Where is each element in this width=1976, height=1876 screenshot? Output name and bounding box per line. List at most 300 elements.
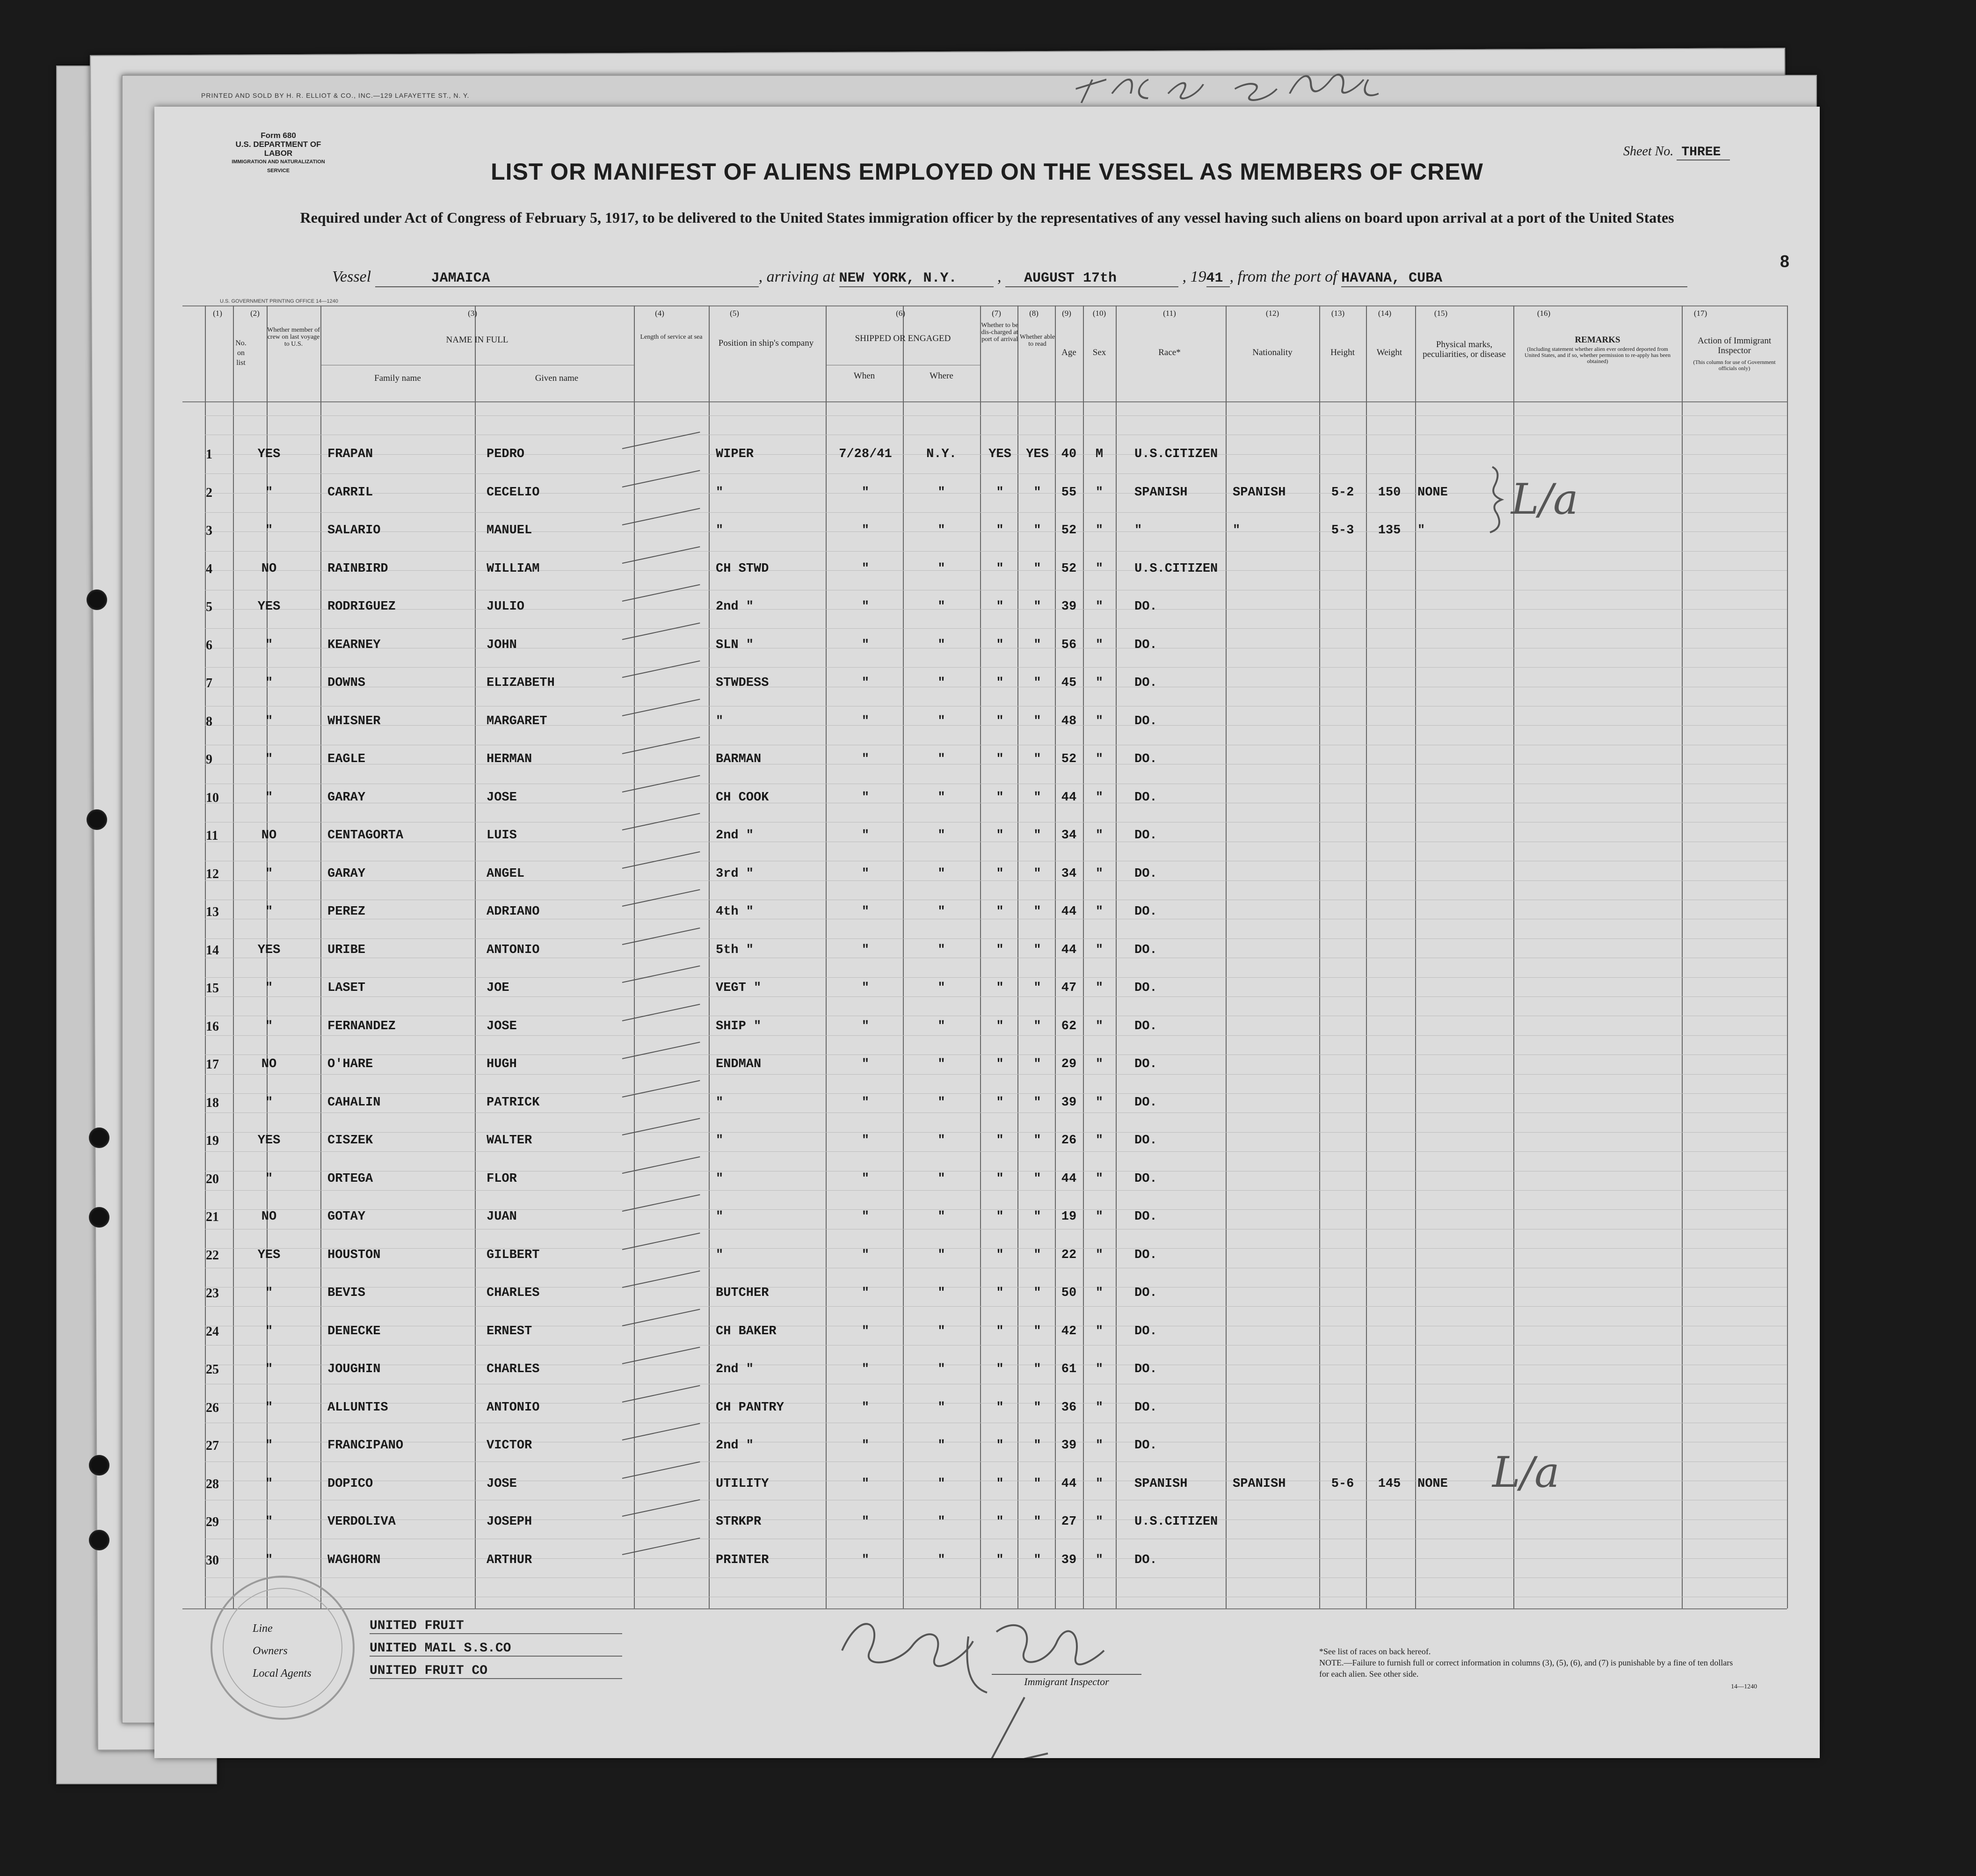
table-row	[154, 1511, 1820, 1539]
cell-no: 8	[206, 714, 212, 729]
cell-family: DENECKE	[327, 1324, 381, 1338]
cell-given: JULIO	[487, 600, 525, 614]
cell-disch: "	[996, 1210, 1004, 1224]
cell-last: YES	[257, 447, 281, 461]
cell-pos: "	[716, 1210, 724, 1224]
col-num-10: (10)	[1092, 309, 1106, 318]
cell-race: SPANISH	[1134, 485, 1188, 500]
cell-pos: "	[716, 524, 724, 538]
cell-disch: "	[996, 638, 1004, 652]
cell-last: "	[265, 1362, 273, 1376]
cell-disch: "	[996, 676, 1004, 690]
cell-when: 7/28/41	[839, 447, 892, 461]
col-num-13: (13)	[1331, 309, 1345, 318]
cell-read: "	[1033, 752, 1041, 766]
cell-given: MANUEL	[487, 524, 532, 538]
cell-disch: "	[996, 1019, 1004, 1033]
table-row	[154, 1168, 1820, 1196]
cell-sex: "	[1095, 1248, 1104, 1262]
cell-read: "	[1033, 1515, 1041, 1529]
cell-last: "	[265, 485, 273, 500]
cell-pos: SHIP "	[716, 1019, 762, 1033]
cell-marks: NONE	[1417, 1476, 1448, 1491]
cell-race: DO.	[1134, 1439, 1157, 1453]
cell-pos: 4th "	[716, 905, 754, 919]
table-row	[154, 1016, 1820, 1044]
cell-when: "	[861, 752, 870, 766]
table-row	[154, 901, 1820, 929]
cell-age: 44	[1061, 905, 1077, 919]
table-row	[154, 787, 1820, 815]
cell-nat: SPANISH	[1233, 1476, 1286, 1491]
col-num-15: (15)	[1434, 309, 1448, 318]
cell-disch: "	[996, 1553, 1004, 1567]
cell-sex: "	[1095, 905, 1104, 919]
cell-last: "	[265, 866, 273, 881]
cell-disch: "	[996, 981, 1004, 995]
cell-given: JOHN	[487, 638, 517, 652]
cell-where: "	[937, 866, 945, 881]
cell-age: 50	[1061, 1286, 1077, 1300]
cell-no: 27	[206, 1439, 219, 1453]
cell-given: MARGARET	[487, 714, 547, 728]
cell-where: "	[937, 1019, 945, 1033]
cell-pos: ENDMAN	[716, 1057, 762, 1071]
col-header-height: Height	[1330, 348, 1355, 357]
cell-age: 34	[1061, 829, 1077, 843]
cell-when: "	[861, 1286, 870, 1300]
cell-disch: "	[996, 829, 1004, 843]
cell-disch: "	[996, 1095, 1004, 1110]
cell-no: 19	[206, 1134, 219, 1148]
cell-pos: VEGT "	[716, 981, 762, 995]
cell-last: NO	[261, 1057, 277, 1071]
cell-given: JOSE	[487, 1476, 517, 1491]
cell-no: 21	[206, 1210, 219, 1224]
cell-last: "	[265, 1476, 273, 1491]
cell-age: 47	[1061, 981, 1077, 995]
cell-given: GILBERT	[487, 1248, 540, 1262]
cell-last: "	[265, 1171, 273, 1186]
cell-race: DO.	[1134, 1324, 1157, 1338]
cell-given: JOSEPH	[487, 1515, 532, 1529]
cell-sex: "	[1095, 1362, 1104, 1376]
row-rule	[205, 473, 1787, 474]
cell-last: "	[265, 1019, 273, 1033]
cell-pos: "	[716, 714, 724, 728]
col-header-inspector-note: (This column for use of Government officials only)	[1693, 359, 1776, 371]
cell-no: 9	[206, 752, 212, 767]
cell-sex: "	[1095, 829, 1104, 843]
cell-sex: "	[1095, 1134, 1104, 1148]
cell-sex: "	[1095, 676, 1104, 690]
cell-read: "	[1033, 1362, 1041, 1376]
table-row	[154, 1473, 1820, 1501]
cell-no: 10	[206, 790, 219, 805]
cell-read: "	[1033, 561, 1041, 576]
from-port-label: , from the port of	[1229, 268, 1337, 285]
punch-hole	[89, 1127, 109, 1148]
cell-sex: "	[1095, 1439, 1104, 1453]
cell-family: CARRIL	[327, 485, 373, 500]
col-num-1: (1)	[213, 309, 222, 318]
cell-last: "	[265, 905, 273, 919]
cell-age: 19	[1061, 1210, 1077, 1224]
col-header-inspector: Action of Immigrant Inspector	[1697, 336, 1772, 356]
cell-read: "	[1033, 524, 1041, 538]
cell-given: ARTHUR	[487, 1553, 532, 1567]
cell-disch: "	[996, 1324, 1004, 1338]
cell-race: DO.	[1134, 829, 1157, 843]
cell-age: 40	[1061, 447, 1077, 461]
cell-pos: 2nd "	[716, 829, 754, 843]
cell-pos: BUTCHER	[716, 1286, 769, 1300]
cell-ht: 5-3	[1331, 524, 1354, 538]
cell-sex: "	[1095, 943, 1104, 957]
table-row	[154, 1435, 1820, 1463]
cell-when: "	[861, 1553, 870, 1567]
table-row	[154, 825, 1820, 853]
cell-race: DO.	[1134, 1362, 1157, 1376]
cell-age: 62	[1061, 1019, 1077, 1033]
cell-read: "	[1033, 943, 1041, 957]
cell-no: 13	[206, 905, 219, 919]
cell-family: JOUGHIN	[327, 1362, 381, 1376]
cell-when: "	[861, 1515, 870, 1529]
cell-last: YES	[257, 943, 281, 957]
vessel-name: JAMAICA	[375, 270, 759, 287]
cell-no: 24	[206, 1324, 219, 1339]
cell-family: GOTAY	[327, 1210, 366, 1224]
note-race: *See list of races on back hereof.	[1319, 1647, 1431, 1656]
col-header-read: Whether able to read	[1020, 334, 1055, 348]
col-num-11: (11)	[1163, 309, 1176, 318]
cell-last: "	[265, 1553, 273, 1567]
cell-disch: "	[996, 1286, 1004, 1300]
remark-handwritten-1: L/a	[1511, 475, 1578, 524]
cell-where: "	[937, 561, 945, 576]
cell-pos: "	[716, 1095, 724, 1110]
cell-age: 48	[1061, 714, 1077, 728]
cell-race: DO.	[1134, 1134, 1157, 1148]
cell-age: 39	[1061, 600, 1077, 614]
cell-disch: "	[996, 714, 1004, 728]
cell-given: ANGEL	[487, 866, 525, 881]
cell-where: "	[937, 1362, 945, 1376]
cell-age: 22	[1061, 1248, 1077, 1262]
cell-age: 27	[1061, 1515, 1077, 1529]
col-num-17: (17)	[1693, 309, 1707, 318]
cell-where: "	[937, 524, 945, 538]
cell-disch: "	[996, 1134, 1004, 1148]
cell-sex: "	[1095, 600, 1104, 614]
owners-label: Owners	[253, 1645, 288, 1657]
form-code: 14—1240	[1731, 1683, 1757, 1690]
cell-pos: CH BAKER	[716, 1324, 777, 1338]
cell-nat: SPANISH	[1233, 485, 1286, 500]
cell-disch: "	[996, 905, 1004, 919]
cell-no: 25	[206, 1362, 219, 1377]
cell-sex: "	[1095, 714, 1104, 728]
line-label: Line	[253, 1622, 273, 1635]
cell-no: 16	[206, 1019, 219, 1034]
cell-read: "	[1033, 1400, 1041, 1415]
cell-last: "	[265, 1515, 273, 1529]
cell-pos: CH COOK	[716, 790, 769, 805]
cell-read: "	[1033, 1057, 1041, 1071]
cell-last: "	[265, 714, 273, 728]
cell-last: NO	[261, 829, 277, 843]
agents-label: Local Agents	[253, 1667, 312, 1680]
cell-where: "	[937, 1400, 945, 1415]
cell-age: 39	[1061, 1553, 1077, 1567]
col-header-where: Where	[930, 371, 953, 381]
cell-ht: 5-2	[1331, 485, 1354, 500]
cell-pos: WIPER	[716, 447, 754, 461]
footer-notes	[1319, 1646, 1740, 1680]
cell-disch: "	[996, 1057, 1004, 1071]
vessel-line: Vessel JAMAICA , arriving at NEW YORK, N.Y. , AUGUST 17th , 1941 , from the port of HAVANA, CUBA	[332, 268, 1687, 287]
cell-disch: "	[996, 524, 1004, 538]
cell-disch: "	[996, 1362, 1004, 1376]
cell-sex: "	[1095, 1210, 1104, 1224]
cell-where: "	[937, 1324, 945, 1338]
col-header-when: When	[853, 371, 875, 381]
cell-last: "	[265, 790, 273, 805]
cell-read: "	[1033, 1553, 1041, 1567]
cell-family: WHISNER	[327, 714, 381, 728]
cell-no: 1	[206, 447, 212, 462]
agents-value: UNITED FRUIT CO	[370, 1664, 622, 1679]
cell-where: "	[937, 1286, 945, 1300]
cell-pos: PRINTER	[716, 1553, 769, 1567]
cell-when: "	[861, 1324, 870, 1338]
cell-no: 2	[206, 485, 212, 500]
cell-race: DO.	[1134, 1057, 1157, 1071]
cell-pos: STWDESS	[716, 676, 769, 690]
cell-no: 30	[206, 1553, 219, 1568]
cell-when: "	[861, 638, 870, 652]
handwritten-top-note	[1059, 61, 1495, 116]
cell-where: "	[937, 790, 945, 805]
cell-read: "	[1033, 1171, 1041, 1186]
cell-sex: "	[1095, 1286, 1104, 1300]
table-row	[154, 672, 1820, 700]
cell-pos: CH PANTRY	[716, 1400, 784, 1415]
cell-last: YES	[257, 1248, 281, 1262]
row-rule	[205, 415, 1787, 416]
vessel-label: Vessel	[332, 268, 371, 285]
cell-given: ERNEST	[487, 1324, 532, 1338]
cell-nat: "	[1233, 524, 1241, 538]
document-title: LIST OR MANIFEST OF ALIENS EMPLOYED ON THE VESSEL AS MEMBERS OF CREW	[491, 159, 1483, 185]
col-header-nationality: Nationality	[1252, 348, 1293, 357]
cell-where: "	[937, 752, 945, 766]
cell-no: 29	[206, 1515, 219, 1529]
col-header-discharged: Whether to be dis-charged at port of arrival	[981, 322, 1018, 343]
punch-hole	[89, 1530, 109, 1550]
cell-when: "	[861, 524, 870, 538]
cell-pos: 2nd "	[716, 1439, 754, 1453]
cell-read: "	[1033, 1324, 1041, 1338]
table-row	[154, 558, 1820, 586]
cell-when: "	[861, 1362, 870, 1376]
cell-given: ADRIANO	[487, 905, 540, 919]
table-row	[154, 596, 1820, 624]
cell-family: SALARIO	[327, 524, 381, 538]
cell-family: KEARNEY	[327, 638, 381, 652]
cell-sex: "	[1095, 1476, 1104, 1491]
cell-age: 44	[1061, 1171, 1077, 1186]
cell-no: 12	[206, 866, 219, 881]
cell-read: "	[1033, 1439, 1041, 1453]
cell-race: DO.	[1134, 905, 1157, 919]
cell-no: 22	[206, 1248, 219, 1263]
table-row	[154, 1359, 1820, 1387]
cell-last: NO	[261, 1210, 277, 1224]
cell-disch: "	[996, 600, 1004, 614]
cell-family: CAHALIN	[327, 1095, 381, 1110]
cell-pos: 2nd "	[716, 600, 754, 614]
cell-age: 42	[1061, 1324, 1077, 1338]
cell-read: "	[1033, 790, 1041, 805]
col-num-8: (8)	[1029, 309, 1039, 318]
cell-race: DO.	[1134, 790, 1157, 805]
cell-where: "	[937, 485, 945, 500]
punch-hole	[89, 1455, 109, 1476]
cell-no: 15	[206, 981, 219, 996]
cell-disch: "	[996, 1439, 1004, 1453]
col-header-marks: Physical marks, peculiarities, or disease	[1423, 340, 1506, 359]
arriving-label: , arriving at	[758, 268, 835, 285]
cell-when: "	[861, 943, 870, 957]
punch-hole	[89, 1207, 109, 1228]
cell-age: 44	[1061, 790, 1077, 805]
row-rule	[205, 512, 1787, 513]
cell-read: "	[1033, 600, 1041, 614]
cell-sex: "	[1095, 561, 1104, 576]
table-row	[154, 977, 1820, 1005]
cell-when: "	[861, 829, 870, 843]
cell-pos: STRKPR	[716, 1515, 762, 1529]
cell-pos: 5th "	[716, 943, 754, 957]
manifest-sheet	[154, 107, 1820, 1758]
cell-wt: 150	[1378, 485, 1401, 500]
table-row	[154, 444, 1820, 472]
cell-last: "	[265, 1095, 273, 1110]
col-num-14: (14)	[1378, 309, 1392, 318]
cell-no: 6	[206, 638, 212, 653]
cell-marks: "	[1417, 524, 1425, 538]
cell-read: "	[1033, 981, 1041, 995]
cell-no: 20	[206, 1171, 219, 1186]
cell-where: "	[937, 1248, 945, 1262]
cell-no: 28	[206, 1476, 219, 1491]
col-header-position: Position in ship's company	[718, 338, 814, 348]
cell-when: "	[861, 485, 870, 500]
cell-no: 11	[206, 829, 218, 843]
cell-where: "	[937, 1439, 945, 1453]
cell-where: "	[937, 905, 945, 919]
cell-given: VICTOR	[487, 1439, 532, 1453]
cell-where: "	[937, 1553, 945, 1567]
cell-family: ALLUNTIS	[327, 1400, 388, 1415]
cell-ht: 5-6	[1331, 1476, 1354, 1491]
cell-race: DO.	[1134, 1553, 1157, 1567]
cell-age: 52	[1061, 524, 1077, 538]
col-header-family-name: Family name	[374, 373, 421, 383]
cell-sex: "	[1095, 524, 1104, 538]
cell-family: DOPICO	[327, 1476, 373, 1491]
cell-race: DO.	[1134, 1248, 1157, 1262]
sheet-number-label: Sheet No.	[1623, 144, 1674, 159]
cell-given: JOE	[487, 981, 509, 995]
cell-when: "	[861, 905, 870, 919]
cell-family: URIBE	[327, 943, 366, 957]
col-header-age: Age	[1061, 348, 1076, 357]
cell-age: 29	[1061, 1057, 1077, 1071]
cell-age: 34	[1061, 866, 1077, 881]
cell-race: DO.	[1134, 1095, 1157, 1110]
table-row	[154, 863, 1820, 891]
cell-where: "	[937, 600, 945, 614]
cell-read: "	[1033, 485, 1041, 500]
cell-read: "	[1033, 638, 1041, 652]
cell-given: LUIS	[487, 829, 517, 843]
cell-read: "	[1033, 1095, 1041, 1110]
cell-where: "	[937, 1171, 945, 1186]
cell-race: "	[1134, 524, 1142, 538]
cell-when: "	[861, 1095, 870, 1110]
cell-when: "	[861, 1476, 870, 1491]
cell-read: "	[1033, 1286, 1041, 1300]
cell-family: FERNANDEZ	[327, 1019, 396, 1033]
cell-race: DO.	[1134, 1286, 1157, 1300]
cell-race: DO.	[1134, 752, 1157, 766]
cell-age: 55	[1061, 485, 1077, 500]
cell-disch: "	[996, 790, 1004, 805]
cell-last: "	[265, 1324, 273, 1338]
col-num-6: (6)	[896, 309, 905, 318]
remark-handwritten-2: L/a	[1492, 1448, 1560, 1497]
table-row	[154, 482, 1820, 510]
col-num-12: (12)	[1265, 309, 1279, 318]
cell-pos: UTILITY	[716, 1476, 769, 1491]
table-row	[154, 1321, 1820, 1349]
cell-when: "	[861, 790, 870, 805]
cell-when: "	[861, 1134, 870, 1148]
cell-where: "	[937, 1134, 945, 1148]
col-header-shipped: SHIPPED OR ENGAGED	[855, 334, 951, 343]
cell-given: HUGH	[487, 1057, 517, 1071]
cell-where: "	[937, 1095, 945, 1110]
col-num-16: (16)	[1537, 309, 1551, 318]
cell-last: YES	[257, 600, 281, 614]
row-rule	[205, 551, 1787, 552]
manifest-table	[154, 107, 1820, 1758]
row-rule	[205, 667, 1787, 668]
cell-sex: "	[1095, 485, 1104, 500]
cell-last: NO	[261, 561, 277, 576]
cell-last: "	[265, 638, 273, 652]
printer-credit: PRINTED AND SOLD BY H. R. ELLIOT & CO., INC.—129 LAFAYETTE ST., N. Y.	[201, 92, 470, 99]
cell-age: 52	[1061, 561, 1077, 576]
cell-sex: "	[1095, 638, 1104, 652]
cell-when: "	[861, 1248, 870, 1262]
service: IMMIGRATION AND NATURALIZATION SERVICE	[232, 159, 325, 174]
cell-when: "	[861, 1400, 870, 1415]
cell-where: "	[937, 676, 945, 690]
